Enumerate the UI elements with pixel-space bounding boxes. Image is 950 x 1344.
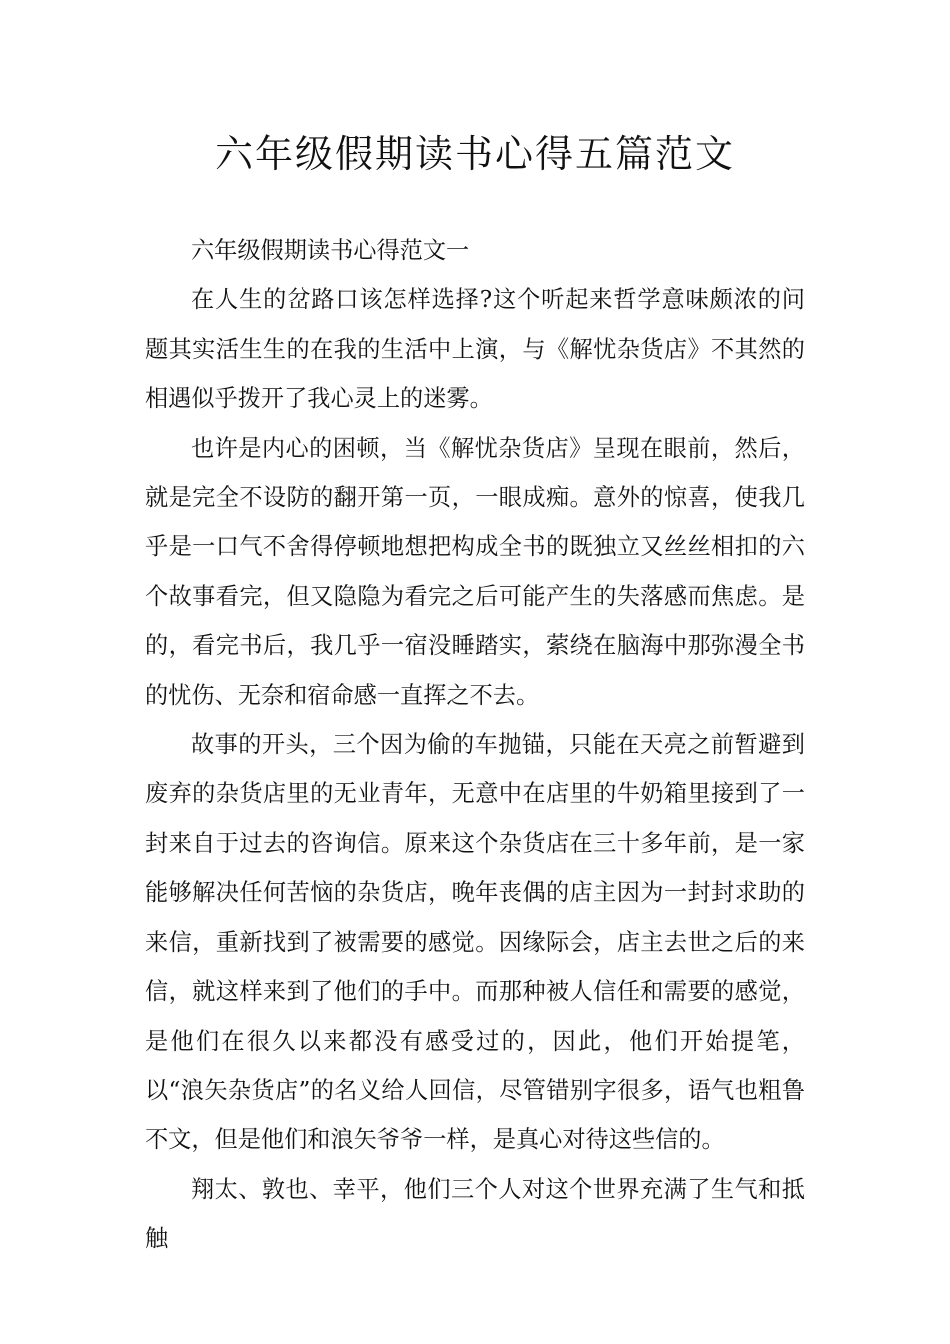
paragraph-2: 也许是内心的困顿，当《解忧杂货店》呈现在眼前，然后，就是完全不设防的翻开第一页，一眼成痴。意外的惊喜，使我几乎是一口气不舍得停顿地想把构成全书的既独立又丝丝相扣的六个故事看完，但又隐隐为看完之后可能产生的失落感而焦虑。是的，看完书后，我几乎一宿没睡踏实，萦绕在脑海中那弥漫全书的忧伤、无奈和宿命感一直挥之不去。: [145, 434, 805, 709]
document-title: 六年级假期读书心得五篇范文: [214, 132, 735, 176]
section-heading: 六年级假期读书心得范文一: [191, 237, 470, 264]
paragraph-3: 故事的开头，三个因为偷的车抛锚，只能在天亮之前暂避到废弃的杂货店里的无业青年，无意中在店里的牛奶箱里接到了一封来自于过去的咨询信。原来这个杂货店在三十多年前，是一家能够解决任何苦恼的杂货店，晚年丧偶的店主因为一封封求助的来信，重新找到了被需要的感觉。因缘际会，店主去世之后的来信，就这样来到了他们的手中。而那种被人信任和需要的感觉，是他们在很久以来都没有感受过的，因此，他们开始提笔，以“浪矢杂货店”的名义给人回信，尽管错别字很多，语气也粗鲁不文，但是他们和浪矢爷爷一样，是真心对待这些信的。: [145, 731, 805, 1154]
paragraph-1: 在人生的岔路口该怎样选择?这个听起来哲学意味颇浓的问题其实活生生的在我的生活中上演，与《解忧杂货店》不其然的相遇似乎拨开了我心灵上的迷雾。: [145, 286, 805, 413]
paragraph-4: 翔太、敦也、幸平，他们三个人对这个世界充满了生气和抵触: [145, 1175, 805, 1253]
document-body: [145, 226, 805, 1264]
